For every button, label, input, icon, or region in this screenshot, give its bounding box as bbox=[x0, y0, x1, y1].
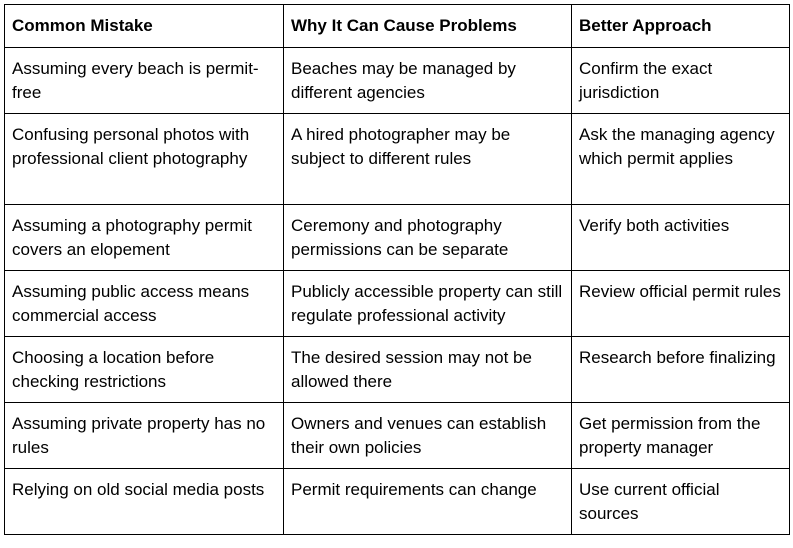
table-row bbox=[5, 204, 790, 270]
approach-cell: Verify both activities bbox=[572, 204, 790, 270]
table-row bbox=[5, 336, 790, 402]
table-row bbox=[5, 402, 790, 468]
problem-cell: Publicly accessible property can still regulate professional activity bbox=[284, 270, 572, 336]
mistake-cell: Relying on old social media posts bbox=[5, 468, 284, 534]
problem-cell: The desired session may not be allowed there bbox=[284, 336, 572, 402]
table-row bbox=[5, 270, 790, 336]
problem-cell: Ceremony and photography permissions can be separate bbox=[284, 204, 572, 270]
approach-cell: Confirm the exact jurisdiction bbox=[572, 47, 790, 113]
approach-cell: Ask the managing agency which permit applies bbox=[572, 113, 790, 204]
mistakes-table bbox=[4, 4, 790, 535]
mistake-cell: Assuming public access means commercial access bbox=[5, 270, 284, 336]
mistake-cell: Confusing personal photos with professional client photography bbox=[5, 113, 284, 204]
table-row bbox=[5, 468, 790, 534]
table-row bbox=[5, 47, 790, 113]
problem-cell: Beaches may be managed by different agencies bbox=[284, 47, 572, 113]
mistake-cell: Choosing a location before checking restrictions bbox=[5, 336, 284, 402]
header-common-mistake: Common Mistake bbox=[5, 5, 284, 48]
table-row bbox=[5, 113, 790, 204]
mistake-cell: Assuming a photography permit covers an elopement bbox=[5, 204, 284, 270]
header-why-problems: Why It Can Cause Problems bbox=[284, 5, 572, 48]
approach-cell: Get permission from the property manager bbox=[572, 402, 790, 468]
problem-cell: Permit requirements can change bbox=[284, 468, 572, 534]
problem-cell: A hired photographer may be subject to different rules bbox=[284, 113, 572, 204]
mistake-cell: Assuming every beach is permit-free bbox=[5, 47, 284, 113]
mistake-cell: Assuming private property has no rules bbox=[5, 402, 284, 468]
table-header-row bbox=[5, 5, 790, 48]
header-better-approach: Better Approach bbox=[572, 5, 790, 48]
problem-cell: Owners and venues can establish their own policies bbox=[284, 402, 572, 468]
approach-cell: Research before finalizing bbox=[572, 336, 790, 402]
approach-cell: Use current official sources bbox=[572, 468, 790, 534]
approach-cell: Review official permit rules bbox=[572, 270, 790, 336]
